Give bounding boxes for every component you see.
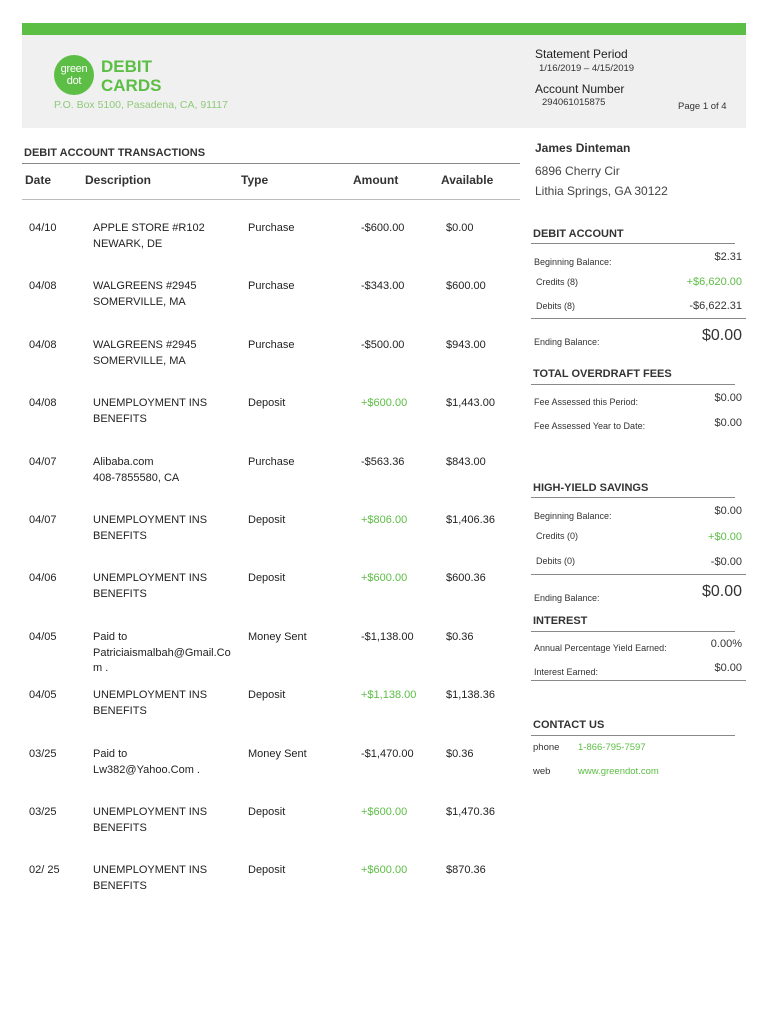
column-header-description: Description [85,173,152,187]
savings-beginning-value: $0.00 [714,505,742,517]
transaction-amount: -$600.00 [361,222,405,234]
overdraft-ytd-label: Fee Assessed Year to Date: [534,421,646,431]
top-accent-bar [22,23,746,35]
page-number: Page 1 of 4 [678,101,727,112]
brand-line2: CARDS [101,76,162,95]
transaction-date: 04/05 [29,689,57,701]
transaction-available: $1,470.36 [446,806,495,818]
transaction-date: 03/25 [29,748,57,760]
transaction-date: 04/08 [29,397,57,409]
transaction-description-line: BENEFITS [93,879,147,892]
savings-beginning-label: Beginning Balance: [534,511,612,521]
savings-ending-value: $0.00 [701,583,742,600]
savings-title: HIGH-YIELD SAVINGS [533,482,649,494]
transaction-description-line: Alibaba.com [93,456,154,468]
transaction-type: Deposit [248,514,286,526]
transaction-date: 04/06 [29,572,57,584]
savings-credits-label: Credits (0) [536,531,579,541]
transaction-description-line: APPLE STORE #R102 [93,222,205,234]
transaction-description-line: Paid to [93,748,128,760]
account-number-label: Account Number [535,82,625,96]
transaction-description-line: BENEFITS [93,704,147,717]
transaction-description-line: WALGREENS #2945 [93,339,197,351]
statement-period-label: Statement Period [535,47,628,61]
transaction-available: $600.00 [446,280,486,292]
overdraft-period-value: $0.00 [714,392,742,404]
brand-line1: DEBIT [101,57,152,76]
transaction-amount: +$806.00 [361,514,408,526]
transaction-type: Deposit [248,397,286,409]
contact-title: CONTACT US [533,719,605,731]
transaction-description-line: SOMERVILLE, MA [93,354,186,367]
transaction-description [93,513,243,544]
transaction-amount: +$600.00 [361,806,408,818]
savings-rule [531,497,735,498]
transaction-type: Purchase [248,222,295,234]
contact-phone-link[interactable]: 1-866-795-7597 [578,742,646,753]
debit-ending-label: Ending Balance: [534,337,600,347]
interest-bottom-rule [531,680,746,681]
transaction-type: Money Sent [248,748,307,760]
transaction-type: Deposit [248,864,286,876]
transaction-amount: +$600.00 [361,572,408,584]
transaction-date: 04/10 [29,222,57,234]
transaction-amount: +$600.00 [361,864,408,876]
transaction-date: 04/05 [29,631,57,643]
brand-title [101,57,161,95]
transaction-description [93,688,243,719]
savings-debits-value: -$0.00 [710,556,742,568]
debit-account-rule [531,243,735,244]
transaction-description-line: Paid to [93,631,128,643]
transaction-description-line: BENEFITS [93,587,147,600]
transaction-type: Deposit [248,572,286,584]
transactions-title: DEBIT ACCOUNT TRANSACTIONS [24,147,206,159]
transaction-description-line: SOMERVILLE, MA [93,295,186,308]
transaction-description-line: 408-7855580, CA [93,471,180,484]
savings-ending-label: Ending Balance: [534,593,600,603]
overdraft-ytd-value: $0.00 [714,417,742,429]
transaction-description-line: NEWARK, DE [93,237,163,250]
transaction-description [93,863,243,894]
transaction-description-line: UNEMPLOYMENT INS [93,864,208,876]
transaction-amount: -$343.00 [361,280,405,292]
transaction-description-line: m . [93,662,109,674]
transaction-description [93,396,243,427]
transaction-amount: +$1,138.00 [361,689,417,701]
transaction-amount: -$563.36 [361,456,405,468]
transaction-date: 02/ 25 [29,864,60,876]
transaction-amount: -$1,470.00 [361,748,414,760]
transaction-description [93,805,243,836]
green-dot-logo [54,55,94,95]
column-header-rule [22,199,520,200]
transaction-available: $843.00 [446,456,486,468]
customer-address-line1: 6896 Cherry Cir [535,164,620,178]
transaction-description [93,571,243,602]
debit-beginning-value: $2.31 [714,251,742,263]
transaction-date: 04/08 [29,339,57,351]
interest-earned-label: Interest Earned: [534,667,599,677]
transaction-type: Deposit [248,806,286,818]
interest-earned-value: $0.00 [714,662,742,674]
transaction-description [93,455,243,486]
transaction-description-line: UNEMPLOYMENT INS [93,514,208,526]
debit-debits-value: -$6,622.31 [689,300,742,312]
transactions-title-rule [22,163,520,164]
column-header-date: Date [25,173,52,187]
transaction-description-line: BENEFITS [93,529,147,542]
transaction-description [93,338,243,369]
transaction-available: $943.00 [446,339,486,351]
interest-apy-label: Annual Percentage Yield Earned: [534,643,667,653]
interest-apy-value: 0.00% [710,638,742,650]
transaction-available: $1,443.00 [446,397,495,409]
transaction-description-line: UNEMPLOYMENT INS [93,397,208,409]
interest-rule [531,631,735,632]
transaction-available: $0.00 [446,222,474,234]
transaction-description-line: Lw382@Yahoo.Com . [93,763,200,776]
customer-address-line2: Lithia Springs, GA 30122 [535,184,668,198]
transaction-description [93,747,243,778]
transaction-description [93,630,243,677]
contact-rule [531,735,735,736]
transaction-description [93,279,243,310]
customer-name: James Dinteman [535,141,631,155]
transaction-amount: +$600.00 [361,397,408,409]
company-address: P.O. Box 5100, Pasadena, CA, 91117 [54,99,228,111]
transaction-available: $870.36 [446,864,486,876]
transaction-type: Purchase [248,339,295,351]
debit-debits-label: Debits (8) [536,301,576,311]
transaction-type: Purchase [248,456,295,468]
transaction-available: $600.36 [446,572,486,584]
transaction-description-line: UNEMPLOYMENT INS [93,572,208,584]
debit-credits-label: Credits (8) [536,277,579,287]
column-header-amount: Amount [353,173,399,187]
contact-web-label: web [533,766,551,777]
overdraft-title: TOTAL OVERDRAFT FEES [533,368,672,380]
savings-debits-label: Debits (0) [536,556,576,566]
transaction-amount: -$1,138.00 [361,631,414,643]
transaction-description-line: UNEMPLOYMENT INS [93,806,208,818]
transaction-amount: -$500.00 [361,339,405,351]
transaction-available: $0.36 [446,631,474,643]
interest-title: INTEREST [533,615,588,627]
debit-ending-value: $0.00 [701,327,742,344]
debit-beginning-label: Beginning Balance: [534,257,612,267]
transaction-available: $1,406.36 [446,514,495,526]
account-number-value: 294061015875 [542,97,606,108]
transaction-available: $1,138.36 [446,689,495,701]
debit-account-title: DEBIT ACCOUNT [533,228,624,240]
column-header-available: Available [441,173,494,187]
transaction-available: $0.36 [446,748,474,760]
debit-ending-rule [531,318,746,319]
statement-period-value: 1/16/2019 – 4/15/2019 [539,63,635,74]
transaction-date: 04/07 [29,456,57,468]
transaction-type: Purchase [248,280,295,292]
transaction-date: 04/08 [29,280,57,292]
transaction-date: 04/07 [29,514,57,526]
transaction-description-line: Patriciaismalbah@Gmail.Co [93,646,231,659]
transaction-type: Deposit [248,689,286,701]
savings-ending-rule [531,574,746,575]
contact-phone-label: phone [533,742,560,753]
overdraft-period-label: Fee Assessed this Period: [534,397,639,407]
transaction-description [93,221,243,252]
transaction-description-line: BENEFITS [93,821,147,834]
transaction-description-line: WALGREENS #2945 [93,280,197,292]
transaction-date: 03/25 [29,806,57,818]
overdraft-rule [531,384,735,385]
transaction-type: Money Sent [248,631,307,643]
debit-credits-value: +$6,620.00 [686,276,742,288]
savings-credits-value: +$0.00 [708,531,742,543]
contact-web-link[interactable]: www.greendot.com [578,766,659,777]
transaction-description-line: BENEFITS [93,412,147,425]
logo-text-line2: dot [66,75,82,87]
logo-text-line1: green [60,63,88,75]
transaction-description-line: UNEMPLOYMENT INS [93,689,208,701]
column-header-type: Type [241,173,269,187]
